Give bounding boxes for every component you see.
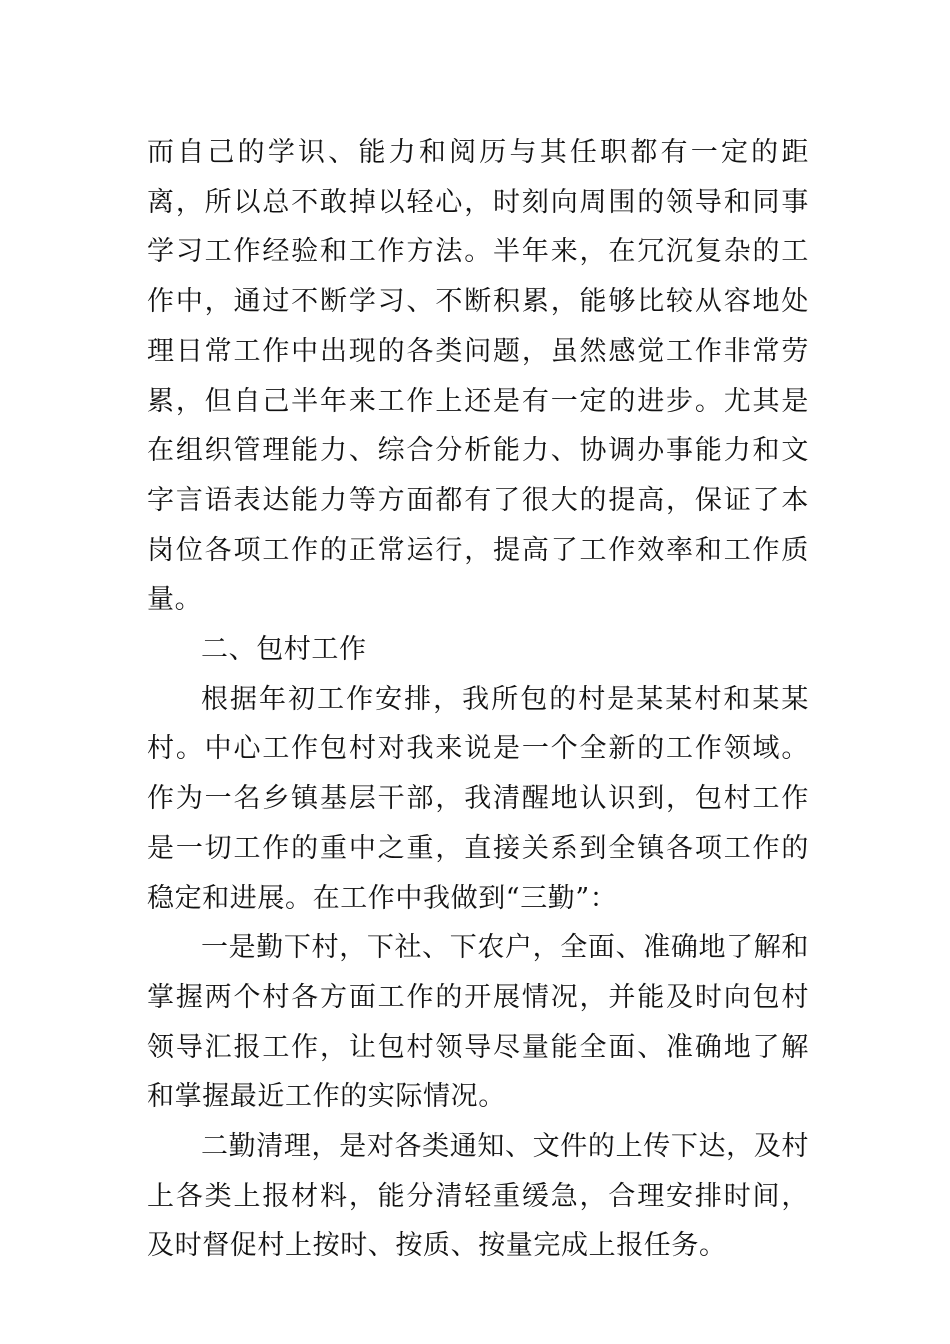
section-heading-village-work: 二、包村工作 [201,634,367,666]
paragraph-continuation: 而自己的学识、能力和阅历与其任职都有一定的距离，所以总不敢掉以轻心，时刻向周围的领导和同事学习工作经验和工作方法。半年来，在冗沉复杂的工作中，通过不断学习、不断积累，能够比较从容地处理日常工作中出现的各类问题，虽然感觉工作非常劳累，但自己半年来工作上还是有一定的进步。尤其是在组织管理能力、综合分析能力、协调办事能力和文字言语表达能力等方面都有了很大的提高，保证了本岗位各项工作的正常运行，提高了工作效率和工作质量。 [147,137,809,616]
paragraph-village-assignment: 根据年初工作安排，我所包的村是某某村和某某村。中心工作包村对我来说是一个全新的工作领域。作为一名乡镇基层干部，我清醒地认识到，包村工作是一切工作的重中之重，直接关系到全镇各项工作的稳定和进展。在工作中我做到“三勤”： [147,683,809,914]
paragraph-first-diligence: 一是勤下村，下社、下农户，全面、准确地了解和掌握两个村各方面工作的开展情况，并能及时向包村领导汇报工作，让包村领导尽量能全面、准确地了解和掌握最近工作的实际情况。 [147,932,809,1113]
paragraph-second-diligence: 二勤清理，是对各类通知、文件的上传下达，及村上各类上报材料，能分清轻重缓急，合理安排时间，及时督促村上按时、按质、按量完成上报任务。 [147,1131,809,1262]
document-body [147,128,809,1271]
